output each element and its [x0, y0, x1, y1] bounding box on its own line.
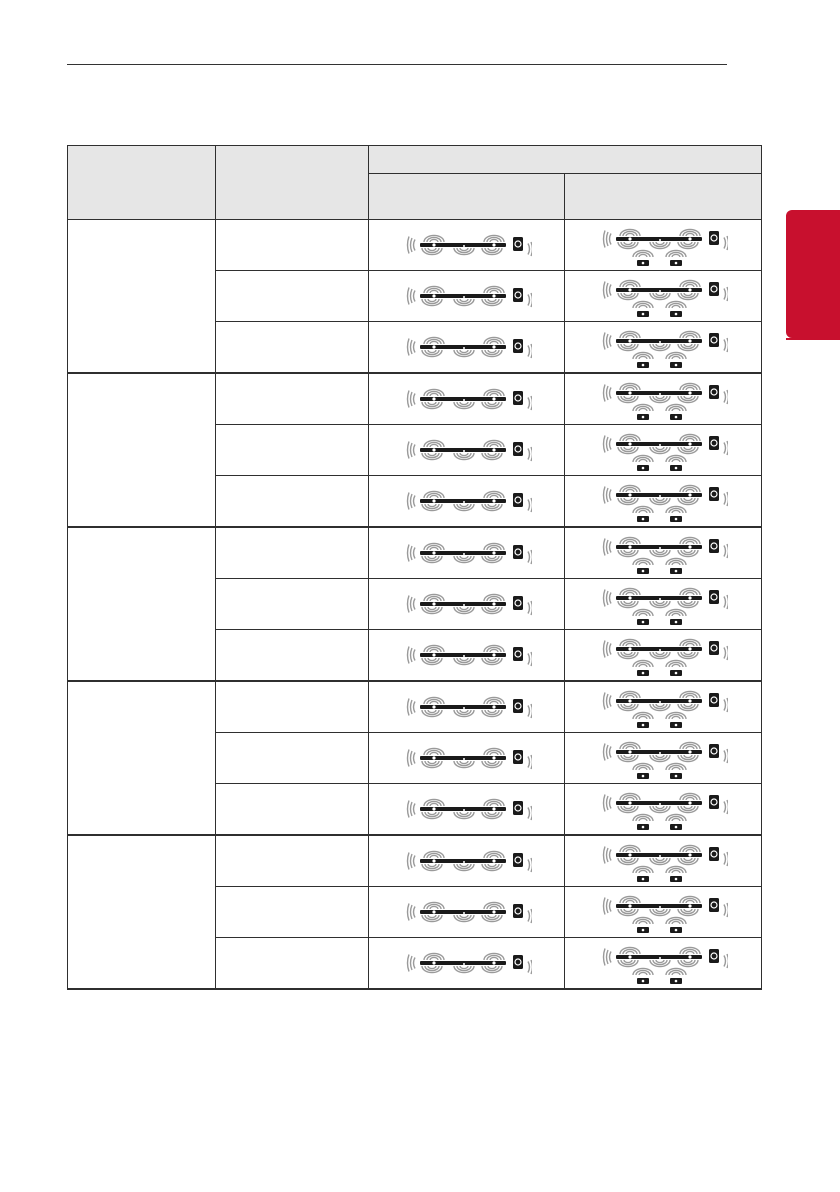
- mode-cell: [216, 835, 369, 887]
- soundbar-rear-waves-icon: [565, 938, 762, 990]
- group-cell: [68, 220, 216, 374]
- soundbar-rear-waves-icon: [565, 476, 762, 528]
- table-row: [68, 527, 762, 579]
- soundbar-waves-icon: [369, 630, 565, 682]
- column-header-mode: [216, 146, 369, 220]
- soundbar-waves-icon: [369, 271, 565, 322]
- soundbar-waves-icon: [369, 476, 565, 528]
- soundbar-rear-waves-icon: [565, 887, 762, 938]
- mode-cell: [216, 784, 369, 836]
- soundbar-waves-icon: [369, 784, 565, 836]
- soundbar-rear-waves-icon: [565, 681, 762, 733]
- soundbar-waves-icon: [369, 527, 565, 579]
- sound-effect-table: [67, 145, 762, 990]
- table-row: [68, 681, 762, 733]
- group-cell: [68, 527, 216, 681]
- mode-cell: [216, 220, 369, 271]
- mode-cell: [216, 630, 369, 682]
- column-header-with-rear: [565, 174, 762, 220]
- soundbar-rear-waves-icon: [565, 425, 762, 476]
- mode-cell: [216, 322, 369, 374]
- table-row: [68, 835, 762, 887]
- chapter-tab: [786, 210, 840, 338]
- soundbar-waves-icon: [369, 373, 565, 425]
- soundbar-waves-icon: [369, 220, 565, 271]
- soundbar-rear-waves-icon: [565, 271, 762, 322]
- mode-cell: [216, 938, 369, 990]
- group-cell: [68, 835, 216, 989]
- soundbar-waves-icon: [369, 835, 565, 887]
- chapter-tab-underline: [786, 338, 840, 340]
- soundbar-rear-waves-icon: [565, 630, 762, 682]
- mode-cell: [216, 425, 369, 476]
- soundbar-waves-icon: [369, 579, 565, 630]
- table-row: [68, 373, 762, 425]
- soundbar-rear-waves-icon: [565, 373, 762, 425]
- group-cell: [68, 373, 216, 527]
- mode-cell: [216, 579, 369, 630]
- top-rule: [67, 64, 727, 65]
- soundbar-waves-icon: [369, 733, 565, 784]
- mode-cell: [216, 733, 369, 784]
- table-row: [68, 220, 762, 271]
- mode-cell: [216, 887, 369, 938]
- soundbar-waves-icon: [369, 887, 565, 938]
- soundbar-rear-waves-icon: [565, 527, 762, 579]
- column-header-speaker-config: [369, 146, 762, 174]
- mode-cell: [216, 476, 369, 528]
- soundbar-rear-waves-icon: [565, 733, 762, 784]
- soundbar-rear-waves-icon: [565, 579, 762, 630]
- soundbar-waves-icon: [369, 425, 565, 476]
- soundbar-waves-icon: [369, 322, 565, 374]
- soundbar-waves-icon: [369, 681, 565, 733]
- mode-cell: [216, 527, 369, 579]
- soundbar-rear-waves-icon: [565, 220, 762, 271]
- mode-cell: [216, 271, 369, 322]
- column-header-without-rear: [369, 174, 565, 220]
- mode-cell: [216, 681, 369, 733]
- mode-cell: [216, 373, 369, 425]
- soundbar-rear-waves-icon: [565, 835, 762, 887]
- group-cell: [68, 681, 216, 835]
- soundbar-rear-waves-icon: [565, 784, 762, 836]
- soundbar-waves-icon: [369, 938, 565, 990]
- column-header-group: [68, 146, 216, 220]
- soundbar-rear-waves-icon: [565, 322, 762, 374]
